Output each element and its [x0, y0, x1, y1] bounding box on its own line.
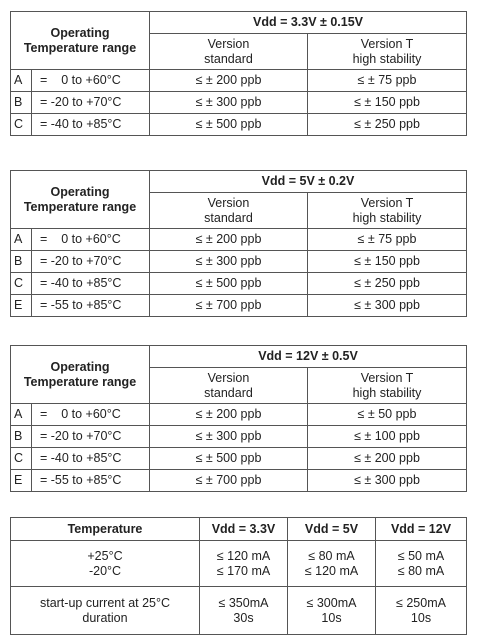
range-code: E — [11, 470, 32, 492]
version-standard-header — [150, 193, 308, 229]
temp-range: = -40 to +85°C — [32, 114, 150, 136]
current-12v-cell — [376, 541, 467, 587]
operating-temp-header-line2: Temperature range — [23, 40, 137, 55]
version-t-line1: Version T — [360, 36, 414, 51]
vdd-header: Vdd = 3.3V ± 0.15V — [150, 12, 467, 34]
table-row — [11, 541, 467, 587]
startup-label-cell — [11, 587, 200, 635]
vdd-5v-header: Vdd = 5V — [288, 518, 376, 541]
standard-value: ≤ ± 300 ppb — [150, 251, 308, 273]
stability-table-5v — [10, 170, 467, 317]
high-stability-value: ≤ ± 150 ppb — [308, 251, 467, 273]
temp-value: +25°C — [87, 548, 123, 563]
operating-temp-header-line1: Operating — [50, 25, 110, 40]
temp-range: = -20 to +70°C — [32, 251, 150, 273]
stability-table-12v — [10, 345, 467, 492]
operating-temp-header-line1: Operating — [50, 359, 110, 374]
high-stability-value: ≤ ± 200 ppb — [308, 448, 467, 470]
current-3v3-cell — [200, 541, 288, 587]
range-code: C — [11, 273, 32, 295]
range-code: C — [11, 448, 32, 470]
standard-value: ≤ ± 200 ppb — [150, 229, 308, 251]
table-row — [11, 448, 467, 470]
range-code: A — [11, 229, 32, 251]
standard-value: ≤ ± 300 ppb — [150, 426, 308, 448]
vdd-12v-header: Vdd = 12V — [376, 518, 467, 541]
high-stability-value: ≤ ± 250 ppb — [308, 114, 467, 136]
high-stability-value: ≤ ± 250 ppb — [308, 273, 467, 295]
current-5v-cell — [288, 541, 376, 587]
current-value: ≤ 120 mA — [304, 563, 359, 578]
table-row — [11, 587, 467, 635]
temp-range: = -55 to +85°C — [32, 470, 150, 492]
standard-value: ≤ ± 500 ppb — [150, 448, 308, 470]
standard-value: ≤ ± 200 ppb — [150, 404, 308, 426]
range-code: C — [11, 114, 32, 136]
operating-temp-header — [11, 12, 150, 70]
temperature-header: Temperature — [11, 518, 200, 541]
temp-range: = 0 to +60°C — [32, 70, 150, 92]
startup-duration: 30s — [233, 610, 254, 625]
range-code: B — [11, 426, 32, 448]
standard-value: ≤ ± 500 ppb — [150, 114, 308, 136]
temp-range: = 0 to +60°C — [32, 229, 150, 251]
operating-temp-header — [11, 346, 150, 404]
startup-12v-cell — [376, 587, 467, 635]
temp-range: = -20 to +70°C — [32, 426, 150, 448]
operating-temp-header-line2: Temperature range — [23, 374, 137, 389]
temp-range: = -20 to +70°C — [32, 92, 150, 114]
high-stability-value: ≤ ± 100 ppb — [308, 426, 467, 448]
table-row — [11, 404, 467, 426]
temp-range: = -55 to +85°C — [32, 295, 150, 317]
startup-duration: 10s — [410, 610, 432, 625]
current-value: ≤ 120 mA — [216, 548, 271, 563]
startup-duration: 10s — [321, 610, 342, 625]
current-value: ≤ 50 mA — [397, 548, 445, 563]
table-row — [11, 470, 467, 492]
high-stability-value: ≤ ± 300 ppb — [308, 295, 467, 317]
standard-value: ≤ ± 300 ppb — [150, 92, 308, 114]
version-t-header — [308, 368, 467, 404]
version-standard-header — [150, 34, 308, 70]
version-t-line2: high stability — [352, 51, 422, 66]
temp-range: = 0 to +60°C — [32, 404, 150, 426]
duration-label: duration — [82, 610, 128, 625]
table-row — [11, 251, 467, 273]
vdd-header: Vdd = 12V ± 0.5V — [150, 346, 467, 368]
operating-temp-header-line2: Temperature range — [23, 199, 137, 214]
high-stability-value: ≤ ± 150 ppb — [308, 92, 467, 114]
version-standard-line1: Version — [207, 370, 250, 385]
version-standard-line2: standard — [204, 385, 253, 400]
table-row — [11, 114, 467, 136]
vdd-header: Vdd = 5V ± 0.2V — [150, 171, 467, 193]
vdd-3v3-header: Vdd = 3.3V — [200, 518, 288, 541]
version-t-line2: high stability — [352, 385, 422, 400]
standard-value: ≤ ± 700 ppb — [150, 295, 308, 317]
current-value: ≤ 170 mA — [216, 563, 271, 578]
high-stability-value: ≤ ± 75 ppb — [308, 70, 467, 92]
range-code: B — [11, 251, 32, 273]
temperature-cell — [11, 541, 200, 587]
range-code: E — [11, 295, 32, 317]
startup-current: ≤ 350mA — [218, 595, 269, 610]
startup-label: start-up current at 25°C — [39, 595, 171, 610]
version-t-line1: Version T — [360, 195, 414, 210]
table-row — [11, 295, 467, 317]
startup-current: ≤ 300mA — [306, 595, 357, 610]
table-row — [11, 273, 467, 295]
startup-3v3-cell — [200, 587, 288, 635]
table-row — [11, 92, 467, 114]
table-row — [11, 70, 467, 92]
current-value: ≤ 80 mA — [308, 548, 355, 563]
version-standard-header — [150, 368, 308, 404]
table-row — [11, 426, 467, 448]
operating-temp-header-line1: Operating — [50, 184, 110, 199]
range-code: B — [11, 92, 32, 114]
current-table — [10, 517, 467, 635]
operating-temp-header — [11, 171, 150, 229]
version-standard-line1: Version — [207, 36, 250, 51]
startup-current: ≤ 250mA — [396, 595, 446, 610]
version-standard-line2: standard — [204, 210, 253, 225]
high-stability-value: ≤ ± 50 ppb — [308, 404, 467, 426]
startup-5v-cell — [288, 587, 376, 635]
temp-value: -20°C — [88, 563, 122, 578]
high-stability-value: ≤ ± 300 ppb — [308, 470, 467, 492]
current-value: ≤ 80 mA — [397, 563, 445, 578]
version-t-header — [308, 34, 467, 70]
version-t-header — [308, 193, 467, 229]
standard-value: ≤ ± 700 ppb — [150, 470, 308, 492]
version-standard-line1: Version — [207, 195, 250, 210]
version-t-line1: Version T — [360, 370, 414, 385]
range-code: A — [11, 70, 32, 92]
temp-range: = -40 to +85°C — [32, 448, 150, 470]
version-t-line2: high stability — [352, 210, 422, 225]
table-row — [11, 229, 467, 251]
standard-value: ≤ ± 200 ppb — [150, 70, 308, 92]
standard-value: ≤ ± 500 ppb — [150, 273, 308, 295]
temp-range: = -40 to +85°C — [32, 273, 150, 295]
stability-table-3v3 — [10, 11, 467, 136]
version-standard-line2: standard — [204, 51, 253, 66]
range-code: A — [11, 404, 32, 426]
high-stability-value: ≤ ± 75 ppb — [308, 229, 467, 251]
